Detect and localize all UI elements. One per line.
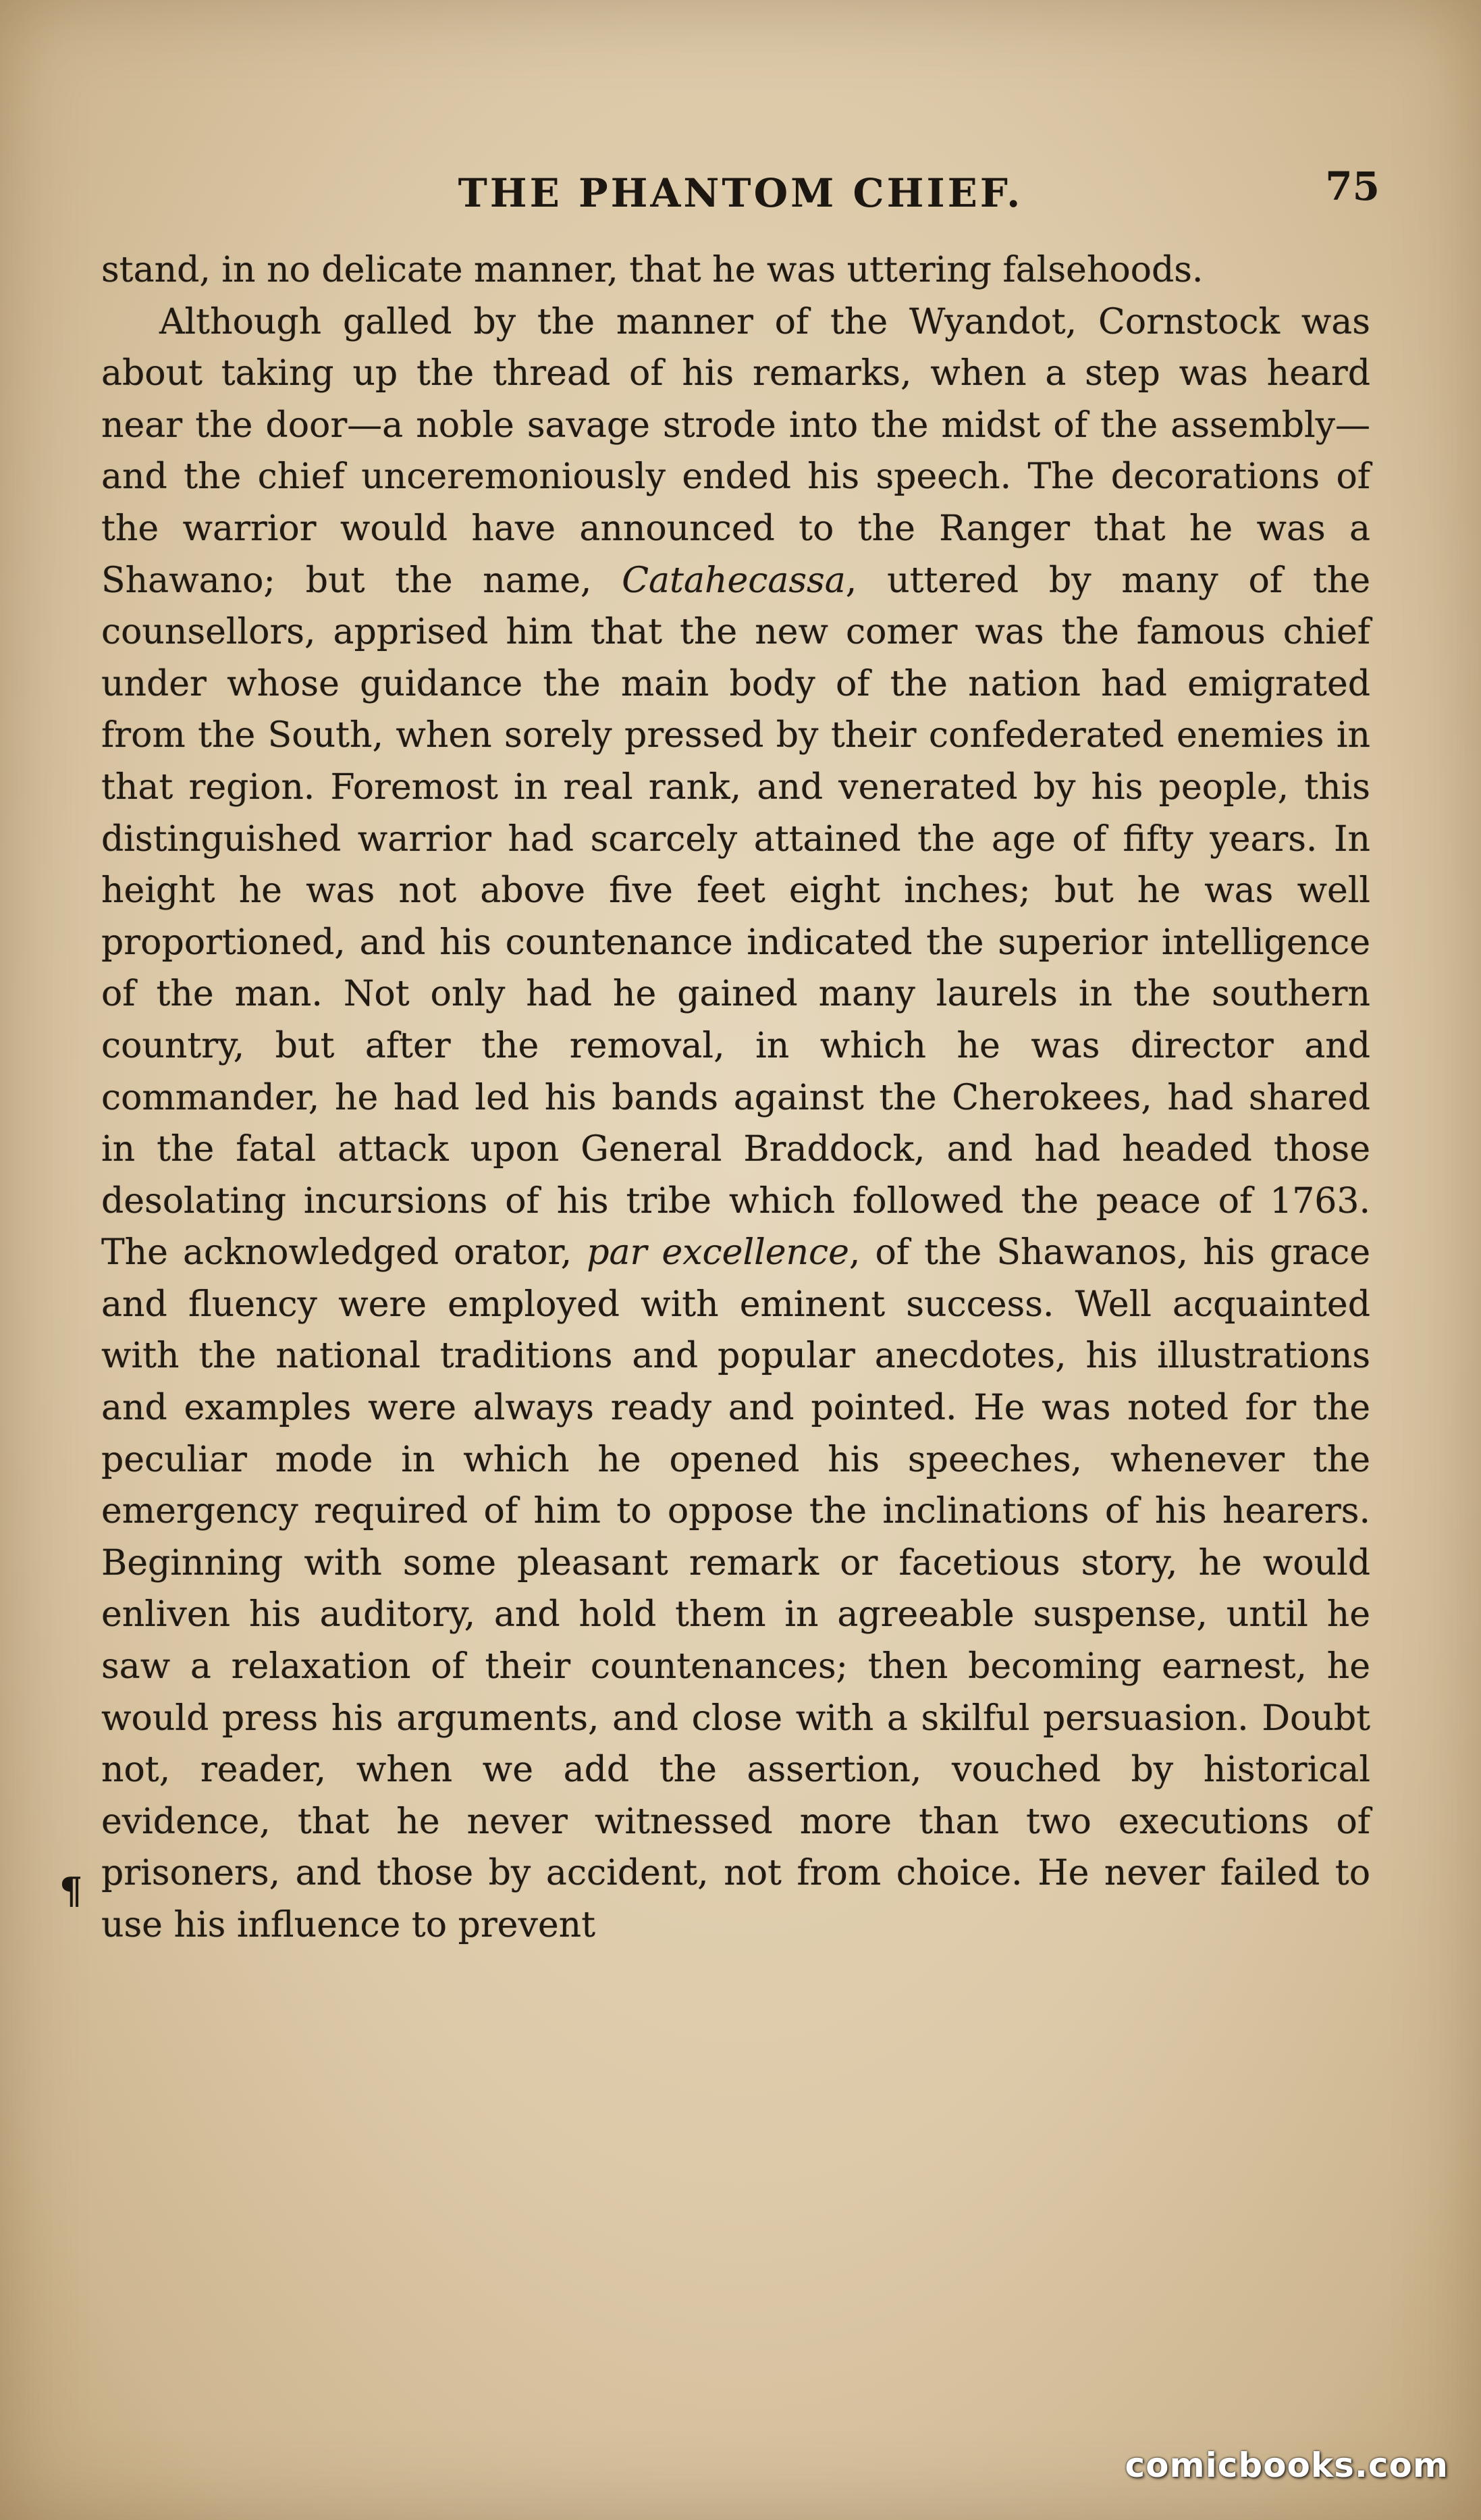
chief-name-italic: Catahecassa [622,560,846,601]
page-number: 75 [1325,163,1380,209]
running-title: THE PHANTOM CHIEF. [458,170,1023,216]
paragraph-continuation: stand, in no delicate manner, that he was uttering falsehoods. [101,250,1204,290]
paragraph-catahecassa [101,296,1370,1951]
margin-mark: ¶ [59,1869,83,1912]
watermark: comicbooks.com [1125,2446,1449,2485]
page-header [101,161,1380,221]
paragraph-text-part-3: , of the Shawanos, his grace and fluency were employed with eminent success. Well acquainted with the national traditions and popular anecdotes, his illustrations and examples were always ready and pointed. He was noted for the peculiar mode in which he opened his speeches, whenever the emergency required of him to oppose the inclinations of his hearers. Beginning with some pleasant remark or facetious story, he would enliven his auditory, and hold them in agreeable suspense, until he saw a relaxation of their countenances; then becoming earnest, he would press his arguments, and close with a skilful persuasion. Doubt not, reader, when we add the assertion, vouched by historical evidence, that he never witnessed more than two executions of prisoners, and those by accident, not from choice. He never failed to use his influence to prevent [101,1232,1371,1945]
paragraph-text-part-1: Although galled by the manner of the Wyandot, Cornstock was about taking up the thread of his remarks, when a step was heard near the door—a noble savage strode into the midst of the assembly—and the chief unceremoniously ended his speech. The decorations of the warrior would have announced to the Ranger that he was a Shawano; but the name, [101,301,1370,601]
body-text [101,244,1370,1951]
par-excellence-italic: par excellence [587,1232,849,1274]
paragraph-text-part-2: , uttered by many of the counsellors, apprised him that the new comer was the famous chief under whose guidance the main body of the nation had emigrated from the South, when sorely pressed by their confederated enemies in that region. Foremost in real rank, and venerated by his people, this distinguished warrior had scarcely attained the age of fifty years. In height he was not above five feet eight inches; but he was well proportioned, and his countenance indicated the superior intelligence of the man. Not only had he gained many laurels in the southern country, but after the removal, in which he was director and commander, he had led his bands against the Cherokees, had shared in the fatal attack upon General Braddock, and had headed those desolating incursions of his tribe which followed the peace of 1763. The acknowledged orator, [101,560,1370,1274]
